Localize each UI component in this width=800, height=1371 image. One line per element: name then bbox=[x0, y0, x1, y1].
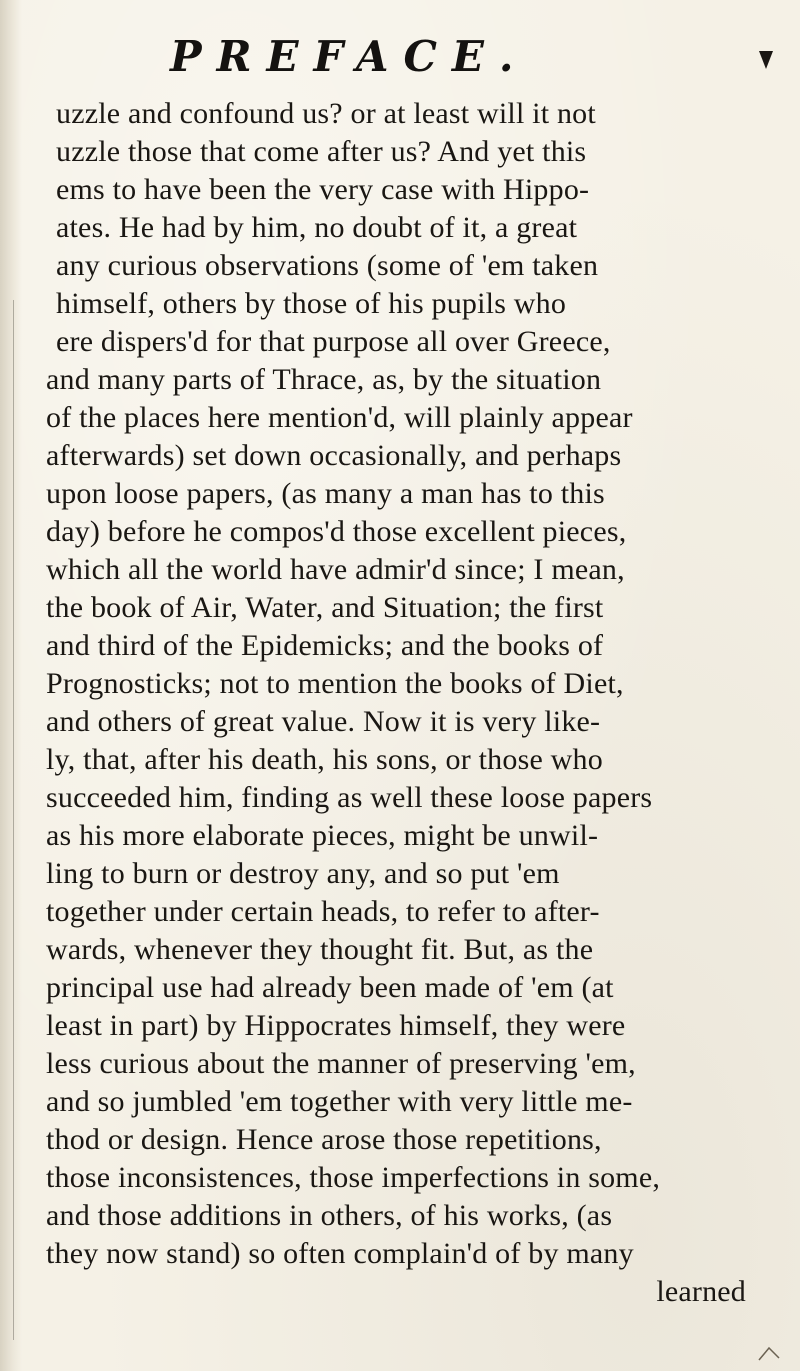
text-line: wards, whenever they thought fit. But, as the bbox=[46, 933, 594, 966]
text-line: Prognosticks; not to mention the books of Diet, bbox=[46, 667, 624, 700]
text-line: afterwards) set down occasionally, and perhaps bbox=[46, 439, 622, 472]
text-line: together under certain heads, to refer to after- bbox=[46, 895, 600, 928]
body-text bbox=[0, 95, 800, 1335]
text-line: as his more elaborate pieces, might be unwil- bbox=[46, 819, 599, 852]
page-header bbox=[0, 30, 800, 90]
text-line: ly, that, after his death, his sons, or those who bbox=[46, 743, 603, 776]
text-line: succeeded him, finding as well these loose papers bbox=[46, 781, 653, 814]
text-line: ems to have been the very case with Hippo- bbox=[56, 173, 590, 206]
text-line: ere dispers'd for that purpose all over Greece, bbox=[56, 325, 611, 358]
text-line: himself, others by those of his pupils who bbox=[56, 287, 567, 320]
text-line: and others of great value. Now it is very like- bbox=[46, 705, 601, 738]
text-line: any curious observations (some of 'em taken bbox=[56, 249, 599, 282]
text-line: and third of the Epidemicks; and the books of bbox=[46, 629, 604, 662]
text-line: ling to burn or destroy any, and so put 'em bbox=[46, 857, 560, 890]
ink-smudge-icon bbox=[755, 1340, 785, 1364]
signature-mark-icon bbox=[758, 48, 774, 70]
text-line: upon loose papers, (as many a man has to this bbox=[46, 477, 605, 510]
text-line: of the places here mention'd, will plainly appear bbox=[46, 401, 633, 434]
running-head: PREFACE. bbox=[170, 32, 529, 81]
text-line: principal use had already been made of 'em (at bbox=[46, 971, 614, 1004]
text-line: they now stand) so often complain'd of by many bbox=[46, 1237, 634, 1270]
text-line: uzzle and confound us? or at least will it not bbox=[56, 97, 596, 130]
text-line: which all the world have admir'd since; I mean, bbox=[46, 553, 625, 586]
text-line: uzzle those that come after us? And yet this bbox=[56, 135, 587, 168]
catchword: learned bbox=[656, 1275, 746, 1308]
text-line: day) before he compos'd those excellent pieces, bbox=[46, 515, 627, 548]
text-line: the book of Air, Water, and Situation; the first bbox=[46, 591, 604, 624]
text-line: ates. He had by him, no doubt of it, a great bbox=[56, 211, 578, 244]
text-line: those inconsistences, those imperfections in some, bbox=[46, 1161, 661, 1194]
text-line: and many parts of Thrace, as, by the situation bbox=[46, 363, 602, 396]
text-line: least in part) by Hippocrates himself, they were bbox=[46, 1009, 626, 1042]
text-line: less curious about the manner of preserving 'em, bbox=[46, 1047, 636, 1080]
text-line: and so jumbled 'em together with very little me- bbox=[46, 1085, 633, 1118]
text-line: thod or design. Hence arose those repetitions, bbox=[46, 1123, 602, 1156]
text-line: and those additions in others, of his works, (as bbox=[46, 1199, 613, 1232]
